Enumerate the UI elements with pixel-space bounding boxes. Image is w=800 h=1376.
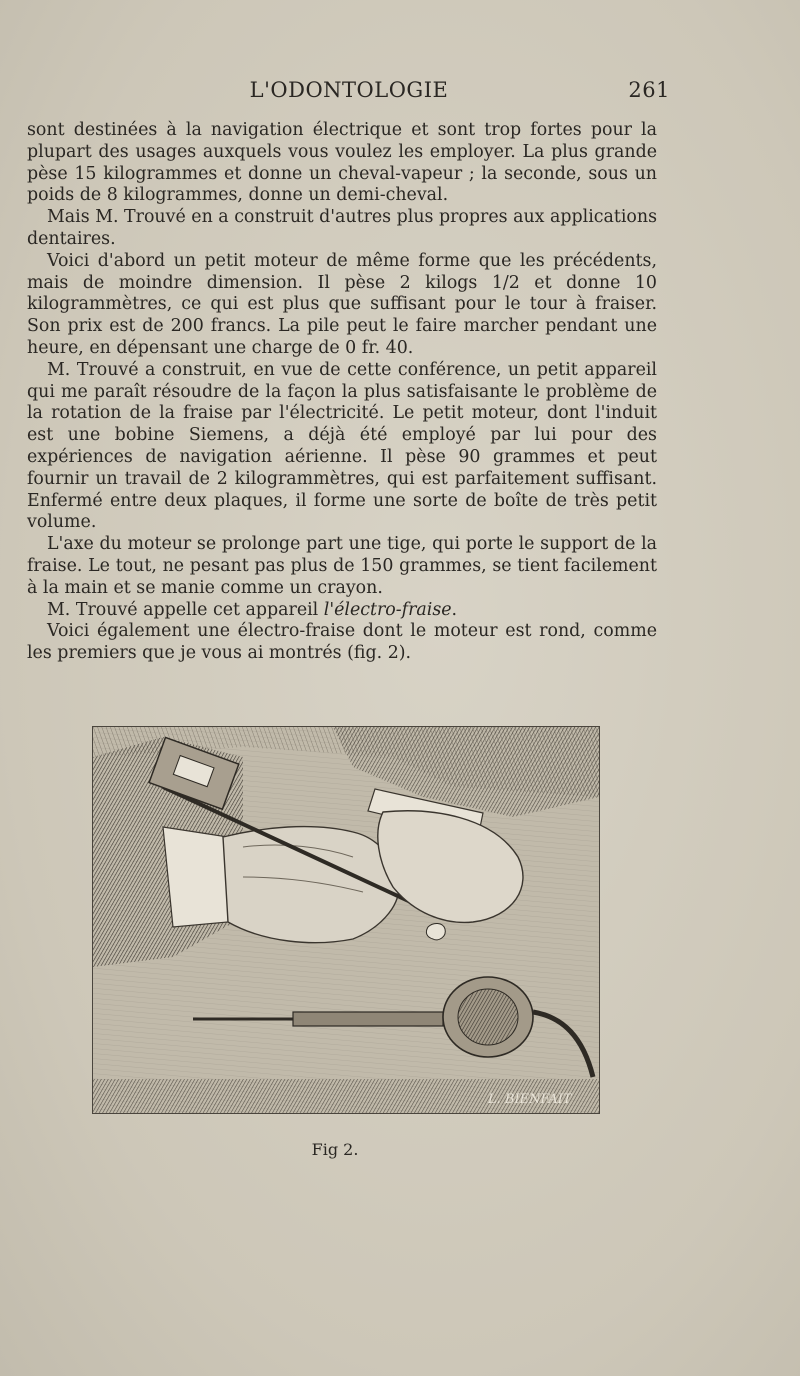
body-text <box>27 120 657 665</box>
paragraph-3: Voici d'abord un petit moteur de même forme que les précédents, mais de moindre dimension. Il pèse 2 kilogs 1/2 et donne 10 kilogrammètres, ce qui est plus que suffisant pour le tour à fraiser. Son prix est de 200 francs. La pile peut le faire marcher pendant une heure, en dépensant une charge de 0 fr. 40. <box>27 250 657 358</box>
paragraph-6 <box>27 600 657 622</box>
paragraph-7: Voici également une électro-fraise dont le moteur est rond, comme les premiers que je vous ai montrés (fig. 2). <box>27 621 657 664</box>
figure-caption: Fig 2. <box>311 1140 359 1159</box>
running-title: L'ODONTOLOGIE <box>249 78 449 102</box>
engraving-illustration <box>93 727 599 1113</box>
paragraph-2: Mais M. Trouvé en a construit d'autres plus propres aux applications dentaires. <box>27 207 658 249</box>
paragraph-6-text: M. Trouvé appelle cet appareil <box>47 599 324 620</box>
cuff <box>163 827 228 927</box>
page-number: 261 <box>628 78 670 102</box>
engraver-signature: L. BIENFAIT <box>488 1092 572 1107</box>
engraving-figure <box>92 726 600 1114</box>
paragraph-6-end: . <box>451 599 458 620</box>
running-header <box>28 78 670 106</box>
paragraph-1: sont destinées à la navigation électrique et sont trop fortes pour la plupart des usages auxquels vous voulez les employer. La plus grande pèse 15 kilogrammes et donne un cheval-vapeur ; la seconde, sous un poids de 8 kilogrammes, donne un demi-cheval. <box>27 120 657 206</box>
paragraph-6-italic: l'électro-fraise <box>323 599 452 620</box>
paragraph-5: L'axe du moteur se prolonge part une tige, qui porte le support de la fraise. Le tout, ne pesant pas plus de 150 grammes, se tient facilement à la main et se manie comme un crayon. <box>27 534 657 598</box>
paragraph-4: M. Trouvé a construit, en vue de cette conférence, un petit appareil qui me paraît résoudre de la façon la plus satisfaisante le problème de la rotation de la fraise par l'électricité. Le petit moteur, dont l'induit est une bobine Siemens, a déjà été employé par lui pour des expériences de navigation aérienne. Il pèse 90 grammes et peut fournir un travail de 2 kilogrammètres, qui est parfaitement suffisant. Enfermé entre deux plaques, il forme une sorte de boîte de très petit volume. <box>27 359 657 533</box>
